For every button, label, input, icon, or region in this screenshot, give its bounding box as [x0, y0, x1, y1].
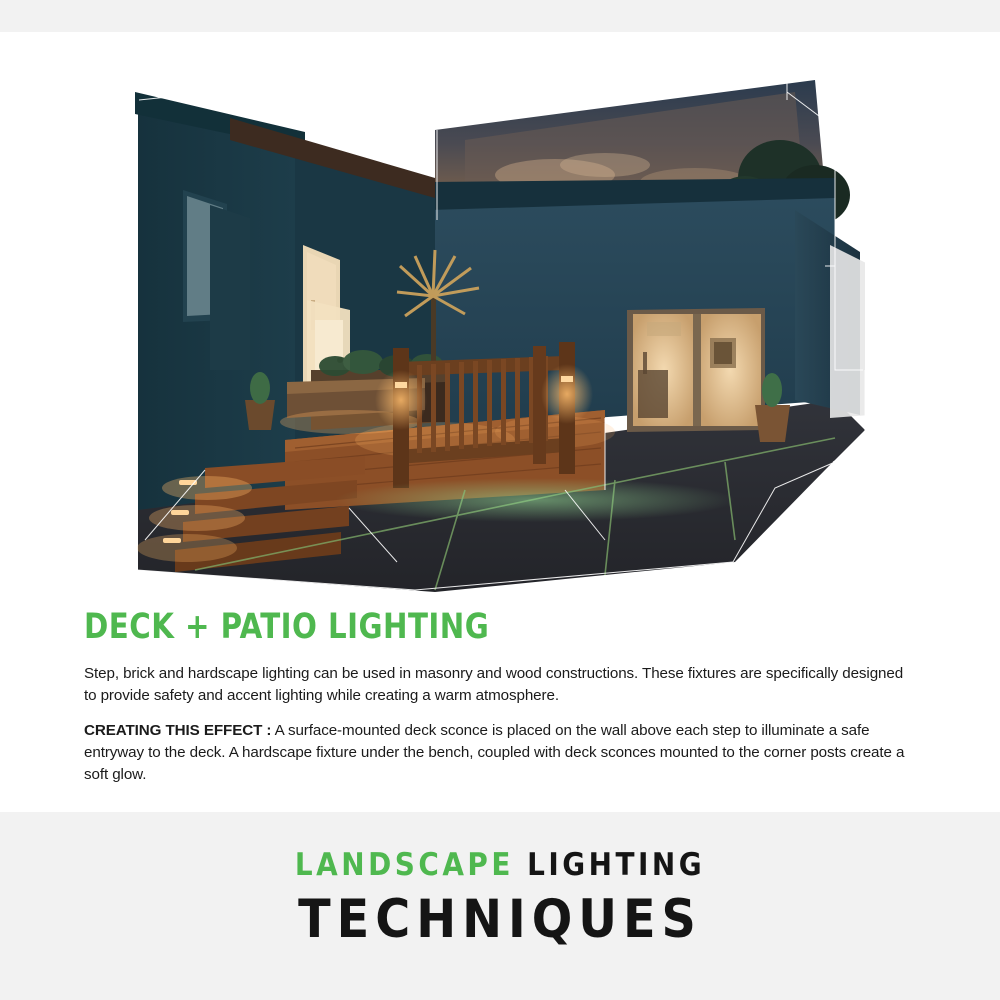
description-paragraph: Step, brick and hardscape lighting can be used in masonry and wood constructions. These fixtures are specifically designed to provide safety and accent lighting while creating a warm atmosphere.: [84, 665, 904, 704]
scene-svg: [135, 70, 865, 600]
text-block: [84, 607, 914, 800]
footer-word-landscape: LANDSCAPE: [294, 847, 514, 883]
content-card: [0, 32, 1000, 812]
footer: [0, 812, 1000, 1000]
effect-paragraph: [84, 720, 914, 785]
deck-patio-night-render: [135, 70, 865, 600]
footer-title-line-1: [294, 847, 706, 883]
page-title: DECK + PATIO LIGHTING: [84, 607, 490, 647]
effect-text: A surface-mounted deck sconce is placed on the wall above each step to illuminate a safe entryway to the deck. A hardscape fixture under the bench, coupled with deck sconces mounted to the corner posts create a soft glow.: [84, 722, 905, 783]
footer-word-lighting: LIGHTING: [527, 847, 706, 883]
footer-title-line-2: TECHNIQUES: [298, 889, 702, 950]
effect-label: CREATING THIS EFFECT :: [84, 722, 272, 740]
illustration-container: [135, 70, 865, 600]
